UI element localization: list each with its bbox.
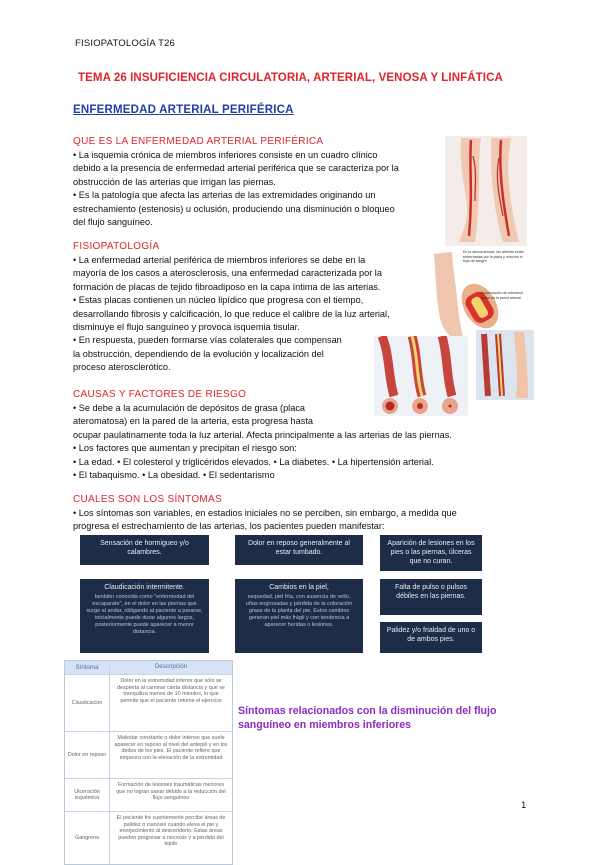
symptom-box <box>380 535 482 571</box>
table-header-cell: Descripción <box>154 663 188 670</box>
text-line: ateromatosa) en la pared de la arteria, esta progresa hasta <box>73 416 314 427</box>
table-cell-name: Ulceración isquémica <box>65 779 110 811</box>
table-cell-desc: Dolor en la extremidad inferior que sólo se despierta al caminar cierta distancia y que se tranquiliza menos de 10 minutos, lo que permite que el paciente retome el ejercicio <box>117 678 225 704</box>
text-line: la obstrucción, dependiendo de la evolución y localización del <box>73 348 324 359</box>
symptom-box-title: Falta de pulso o pulsos débiles en las piernas. <box>395 584 467 600</box>
text-line: • Los síntomas son variables, en estadios iniciales no se perciben, sin embargo, a medida que <box>73 508 457 518</box>
table-row <box>65 674 232 731</box>
symptom-box-title: Dolor en reposo generalmente al estar tumbado. <box>248 540 350 556</box>
text-line: disminuye el flujo sanguíneo y provoca isquemia tisular. <box>73 322 300 333</box>
text-line: proceso aterosclerótico. <box>73 362 171 373</box>
text-line: obstrucción de las arterias que irrigan las piernas. <box>73 176 276 187</box>
text-line: • El tabaquismo. • La obesidad. • El sedentarismo <box>73 470 275 481</box>
heading-fisiopatologia: FISIOPATOLOGÍA <box>73 241 160 252</box>
artery-cross-section-image <box>374 336 468 416</box>
heading-que-es: QUE ES LA ENFERMEDAD ARTERIAL PERIFÉRICA <box>73 136 324 147</box>
paragraph-que-es <box>73 149 443 229</box>
symptom-box <box>80 579 209 653</box>
symptom-box <box>380 579 482 615</box>
symptom-box <box>80 535 209 565</box>
text-line: mayoría de los casos a aterosclerosis, una enfermedad caracterizada por la <box>73 268 382 279</box>
table-cell-desc: Formación de lesiones traumáticas menores que no logran sanar debido a la reducción del flujo sanguíneo <box>116 782 226 802</box>
table-header-row <box>65 661 232 674</box>
table-row <box>65 731 232 778</box>
table-header-cell: Síntoma <box>65 661 110 674</box>
paragraph-sintomas <box>73 507 533 534</box>
symptom-box <box>380 622 482 653</box>
symptom-box <box>235 535 363 565</box>
table-row <box>65 778 232 811</box>
heading-sintomas: CUALES SON LOS SÍNTOMAS <box>73 494 222 505</box>
table-cell-desc: El paciente fre cuentemente percibe áreas de palidez o cianosis cuando eleva el pie y enrojecimiento al descenderlo. Estas áreas pueden progresar a necrosis y a pérdida del tejido <box>116 815 226 848</box>
text-line: formación de placas de tejido fibroadiposo en la capa íntima de las arterias. <box>73 281 381 292</box>
main-title: TEMA 26 INSUFICIENCIA CIRCULATORIA, ARTERIAL, VENOSA Y LINFÁTICA <box>78 72 503 84</box>
page-number: 1 <box>521 800 527 811</box>
table-cell-name: Claudicación <box>65 675 110 731</box>
table-cell-name: Dolor en reposo <box>65 732 110 778</box>
table-cell-name: Gangrena <box>65 812 110 864</box>
symptom-box-title: Claudicación intermitente. <box>104 584 185 591</box>
symptom-box-title: Palidez y/o frialdad de uno o de ambos pies. <box>386 627 476 643</box>
text-line: • La isquemia crónica de miembros inferiores consiste en un cuadro clínico <box>73 150 378 160</box>
symptom-box-title: Sensación de hormigueo y/o calambres. <box>100 540 189 556</box>
text-line: • Estas placas contienen un núcleo lipídico que progresa con el tiempo, <box>73 295 364 306</box>
symptom-box-description: sequedad, piel fría, con ausencia de vello, uñas engrosadas y pérdida de la coloración grasa de la planta del pie. Estos cambios generan piel más frágil y con tendencia a aparecer heridas o lesiones. <box>245 594 353 628</box>
symptom-table <box>64 660 233 865</box>
text-line: ocupar paulatinamente toda la luz arterial. Afecta principalmente a las arterias de las piernas. <box>73 429 452 440</box>
table-row <box>65 811 232 864</box>
text-line: • La enfermedad arterial periférica de miembros inferiores se debe en la <box>73 255 366 265</box>
text-line: del flujo sanguíneo. <box>73 217 153 228</box>
symptom-box <box>235 579 363 653</box>
text-line: progresa el estrechamiento de las arterias, los pacientes pueden manifestar: <box>73 521 385 532</box>
symptom-boxes <box>80 535 482 653</box>
legs-arteries-image <box>445 136 527 246</box>
symptom-box-title: Aparición de lesiones en los pies o las piernas, úlceras que no curan. <box>387 540 475 565</box>
text-line: • En respuesta, pueden formarse vías colaterales que compensan <box>73 335 342 346</box>
text-line: desarrollando fibrosis y calcificación, lo que reduce el calibre de la luz arterial, <box>73 308 390 319</box>
document-header: FISIOPATOLOGÍA T26 <box>75 38 176 49</box>
heading-causas: CAUSAS Y FACTORES DE RIESGO <box>73 389 247 400</box>
figure-caption: Síntomas relacionados con la disminución del flujo sanguíneo en miembros inferiores <box>238 705 497 731</box>
diagram-label-1: En la aterosclerosis, las arterias están estrechadas por la placa y reducen el flujo de sangre <box>463 250 524 264</box>
symptom-box-description: también conocida como "enfermedad del escaparate", en el dolor en las piernas que surge al andar, obligando al paciente a pararse, inicialmente puede durar algunos largos, posteriormente puede aparecer a menor distancia. <box>86 594 203 635</box>
text-line: • La edad. • El colesterol y triglicéridos elevados. • La diabetes. • La hipertensión arterial. <box>73 456 434 467</box>
section-title: ENFERMEDAD ARTERIAL PERIFÉRICA <box>73 104 294 116</box>
symptom-box-title: Cambios en la piel, <box>269 584 329 591</box>
text-line: estrechamiento (estenosis) u oclusión, produciendo una disminución o bloqueo <box>73 203 395 214</box>
text-line: debido a la presencia de enfermedad arterial periférica que se caracteriza por la <box>73 163 399 174</box>
diagram-label-2: Acumulación de colesterol graso en la pared arterial <box>481 291 523 300</box>
table-cell-desc: Malestar constante o dolor intenso que suele aparecer en reposo al nivel del antepié y en los dedos de los pies. El paciente refiere que empeora con la elevación de la extremidad <box>114 735 228 761</box>
text-line: • Se debe a la acumulación de depósitos de grasa (placa <box>73 403 306 413</box>
text-line: • Los factores que aumentan y precipitan el riesgo son: <box>73 443 297 454</box>
text-line: • Es la patología que afecta las arterias de las extremidades originando un <box>73 190 376 201</box>
vessels-leg-image <box>476 330 534 400</box>
